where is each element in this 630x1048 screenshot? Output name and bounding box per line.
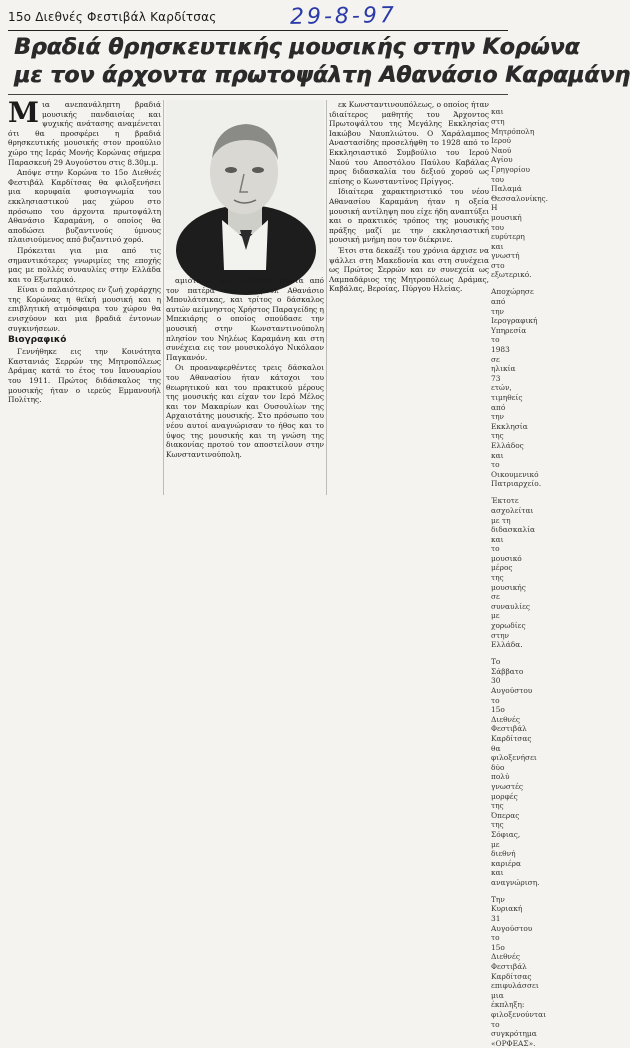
article-column-3 (329, 100, 489, 495)
article-column-1 (8, 96, 161, 495)
paragraph: Είναι ο παλαιότερος εν ζωή χοράρχης της Κορώνας η θεϊκή μουσική και η επιβλητική ατμόσφαιρα του χώρου θα ενισχύουν και μια βραδιά έντονων συγκινήσεων. (8, 285, 161, 333)
headline-rule (8, 94, 508, 95)
page-header (8, 3, 508, 31)
column-2-text (166, 276, 324, 460)
paragraph: Γεννήθηκε εις την Κοινότητα Καστανιάς Σερρών της Μητροπόλεως Δράμας κατά το έτος του Ιανουαρίου του 1911. Πρώτος διδάσκαλος της μουσικής ήταν ο ιερεύς Εμμανουήλ Πολίτης. (8, 347, 161, 405)
paragraph: Έτσι στα δεκαέξι του χρόνια άρχισε να ψάλλει στη Μακεδονία και στη συνέχεια ως Πρώτος Σερρών και εν συνεχεία ως Λαμπαδάριος της Μητροπόλεως Δράμας, Καβάλας, Βεροίας, Πύργου Ηλείας. (329, 245, 489, 294)
handwritten-date: 29-8-97 (289, 3, 398, 30)
subheading-biography: Βιογραφικό (8, 335, 67, 346)
paragraph: Αποχώρησε από την Ιερογραφική Υπηρεσία το 1983 σε ηλικία 73 ετών, τιμηθείς από την Εκκλησία της Ελλάδος και το Οικουμενικό Πατριαρχείο. (491, 287, 542, 489)
portrait-photo (166, 100, 324, 270)
column-divider (163, 100, 164, 495)
article-column-2 (166, 100, 324, 495)
paragraph: Την Κυριακή 31 Αυγούστου το 15ο Διεθνές Φεστιβάλ Καρδίτσας επιφυλάσσει μια έκπληξη: φιλοξενούνται το συγκρότημα «ΟΡΦΕΑΣ». (491, 894, 547, 1048)
article-column-4-edge (491, 100, 549, 1048)
headline-line-2: με τον άρχοντα πρωτοψάλτη Αθανάσιο Καραμάνη (14, 63, 630, 88)
paragraph: Το Σάββατο 30 Αυγούστου το 15ο Διεθνές Φεστιβάλ Καρδίτσας θα φιλοξενήσει δύο πολύ γνωστές μορφές της Όπερας της Σόφιας, με διεθνή καριέρα και αναγνώριση. (491, 657, 540, 887)
paragraph: Απόψε στην Κορώνα το 15ο Διεθνές Φεστιβάλ Καρδίτσας θα φιλοξενήσει μια κορυφαία φυσιογνωμία του εκκλησιαστικού μας χώρου στο πρόσωπο του άρχοντα πρωτοψάλτη Αθανάσιο Καραμάνη, ο οποίος θα αποδώσει βυζαντινούς ύμνους πλαισιούμενος από βυζαντινό χορό. (8, 168, 161, 245)
paragraph: Πρόκειται για μια από τις σημαντικότερες γνωριμίες της εποχής μας με πολλές συναυλίες στην Ελλάδα και το Εξωτερικό. (8, 245, 161, 284)
paragraph: Ιδιαίτερα χαρακτηριστικό του νέου Αθανασίου Καραμάνη ήταν η οξεία μουσική αντίληψη που είχε ήδη αναπτύξει και ο πρακτικός τρόπος της μουσικής πράξης μαζί με την εκκλησιαστική μουσική μνήμη που τον διέκρινε. (329, 187, 489, 245)
column-divider (326, 100, 327, 495)
section-label: 15ο Διεθνές Φεστιβάλ Καρδίτσας (8, 10, 217, 24)
lede-paragraph (8, 96, 161, 167)
paragraph: εκ Κωνσταντινουπόλεως, ο οποίος ήταν ιδιαίτερος μαθητής του Άρχοντος Πρωτοψάλτου της Μεγάλης Εκκλησίας Ιακώβου Ναυπλιώτου. Ο Χαράλαμπος Αναστασίδης προσελήφθη το 1928 από το Εκκλησιαστικό Συμβούλιο του Ιερού Ναού του Αποστόλου Παύλου Καβάλας προς διδασκαλία του δεξιού χορού ως επίσης ο Κωνσταντίνος Πρίγγος. (329, 100, 489, 186)
paragraph: Οι προαναφερθέντες τρεις δάσκαλοι του Αθανασίου ήταν κάτοχοι του θεωρητικού και του πρακτικού μέρους της μουσικής και είχαν τον Ιερό Μέλος και τον Μακαρίων και Ουσουλίων της Αρχαιοτάτης μουσικής. Στο πρόσωπο του νέου αυτοί αναγνώρισαν το ήθος και το ύψος της μουσικής και τη γνώση της διακονίας προτού τον αποστείλουν στην Κωνσταντινούπολη. (166, 363, 324, 459)
article-headline (14, 34, 630, 90)
paragraph: αμιότατος και εκδόθηκε πρώτα από τον πατέρα του, Σερβούλ Αθανάσιο Μπουλάτσικας, και τρίτος ο δάσκαλος αυτών αείμνηστος Χρήστος Παραγείδης η Μπεκιάρης ο οποίος σπούδασε την μουσική στην Κωνσταντινούπολη πλησίον του Νηλέως Καραμάνη και στη συνέχεια εις τον μουσικολόγο Νικόλαον Παγκανόν. (166, 276, 324, 362)
drop-cap: Μ (8, 96, 39, 129)
paragraph: Έκτοτε ασχολείται με τη διδασκαλία και το μουσικό μέρος της μουσικής σε συναυλίες με χορωδίες στην Ελλάδα. (491, 496, 536, 650)
paragraph: και στη Μητρόπολη Ιερού Ναού Αγίου Γρηγορίου του Παλαμά Θεσσαλονίκης. Η μουσική του ευρύτερη και γνωστή στο εξωτερικό. (491, 107, 549, 280)
headline-line-1: Βραδιά θρησκευτικής μουσικής στην Κορώνα (14, 35, 580, 60)
paragraph: ια ανεπανάληπτη βραδιά μουσικής πανδαισίας και ψυχικής ανάτασης αναμένεται ότι θα προσφέρει η βραδιά θρησκευτικής μουσικής στον προαύλιο χώρο της Ιεράς Μονής Κορώνας σήμερα Παρασκευή 29 Αυγούστου στις 8.30μ.μ. (8, 100, 161, 167)
